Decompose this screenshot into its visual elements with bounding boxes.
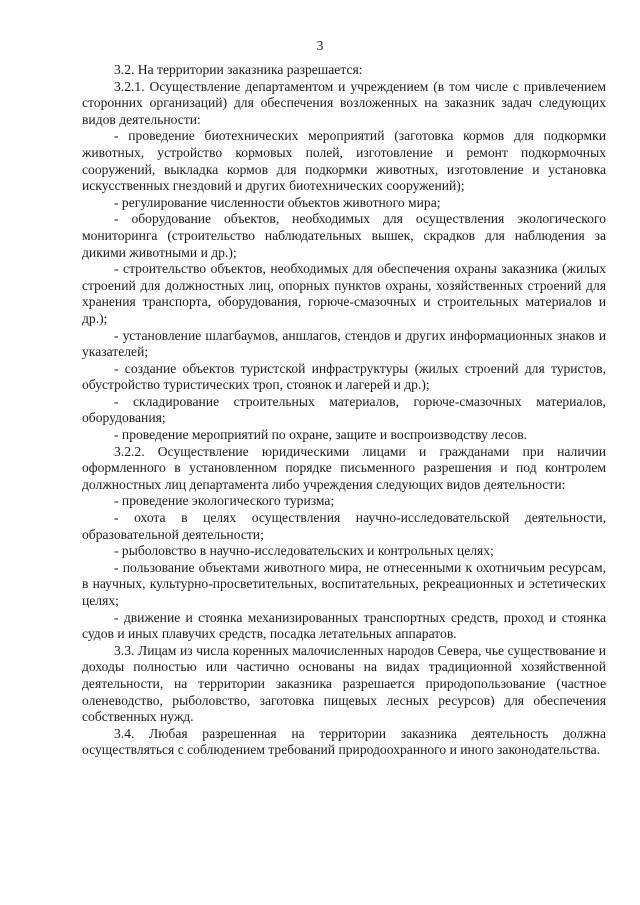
list-item: - проведение биотехнических мероприятий (заготовка кормов для подкормки животных, устройство кормовых полей, изготовление и ремонт подкормочных сооружений, выкладка кормов для подкормки животных, изготовление и установка искусственных гнездовий и других биотехнических сооружений); [82, 128, 606, 194]
list-item: - регулирование численности объектов животного мира; [114, 194, 441, 210]
paragraph: 3.3. Лицам из числа коренных малочисленных народов Севера, чье существование и доходы полностью или частично основаны на видах традиционной хозяйственной деятельности, на территории заказника разрешается природопользование (частное оленеводство, рыболовство, заготовка пищевых лесных ресурсов) для обеспечения собственных нужд. [82, 642, 606, 725]
section-heading: 3.2. На территории заказника разрешается: [114, 62, 363, 77]
list-item: - строительство объектов, необходимых для обеспечения охраны заказника (жилых строений для должностных лиц, опорных пунктов охраны, хозяйственных строений для хранения транспорта, оборудования, горюче-смазочных и строительных материалов и др.); [82, 261, 606, 326]
list-item: - складирование строительных материалов, горюче-смазочных материалов, оборудования; [82, 393, 606, 426]
list-item: - проведение мероприятий по охране, защите и воспроизводству лесов. [114, 427, 528, 443]
list-item: - оборудование объектов, необходимых для осуществления экологического мониторинга (строительство наблюдательных вышек, скрадков для наблюдения за дикими животными и др.); [82, 211, 606, 260]
document-body [82, 62, 606, 759]
list-item: - движение и стоянка механизированных транспортных средств, проход и стоянка судов и иных плавучих средств, посадка летательных аппаратов. [82, 609, 606, 642]
list-item: - создание объектов туристской инфраструктуры (жилых строений для туристов, обустройство туристических троп, стоянок и лагерей и др.); [82, 360, 606, 393]
list-item: - рыболовство в научно-исследовательских и контрольных целях; [114, 543, 494, 559]
paragraph: 3.2.1. Осуществление департаментом и учреждением (в том числе с привлечением сторонних организаций) для обеспечения возложенных на заказник задач следующих видов деятельности: [82, 78, 606, 127]
paragraph: 3.2.2. Осуществление юридическими лицами и гражданами при наличии оформленного в установленном порядке письменного разрешения и под контролем должностных лиц департамента либо учреждения следующих видов деятельности: [82, 443, 606, 492]
page-number: 3 [316, 38, 324, 53]
list-item: - установление шлагбаумов, аншлагов, стендов и других информационных знаков и указателей; [82, 327, 606, 360]
paragraph: 3.4. Любая разрешенная на территории заказника деятельность должна осуществляться с соблюдением требований природоохранного и иного законодательства. [82, 725, 606, 758]
list-item: - охота в целях осуществления научно-исследовательской деятельности, образовательной деятельности; [82, 510, 606, 542]
list-item: - пользование объектами животного мира, не отнесенными к охотничьим ресурсам, в научных, культурно-просветительных, воспитательных, рекреационных и эстетических целях; [82, 559, 606, 608]
list-item: - проведение экологического туризма; [114, 493, 335, 509]
